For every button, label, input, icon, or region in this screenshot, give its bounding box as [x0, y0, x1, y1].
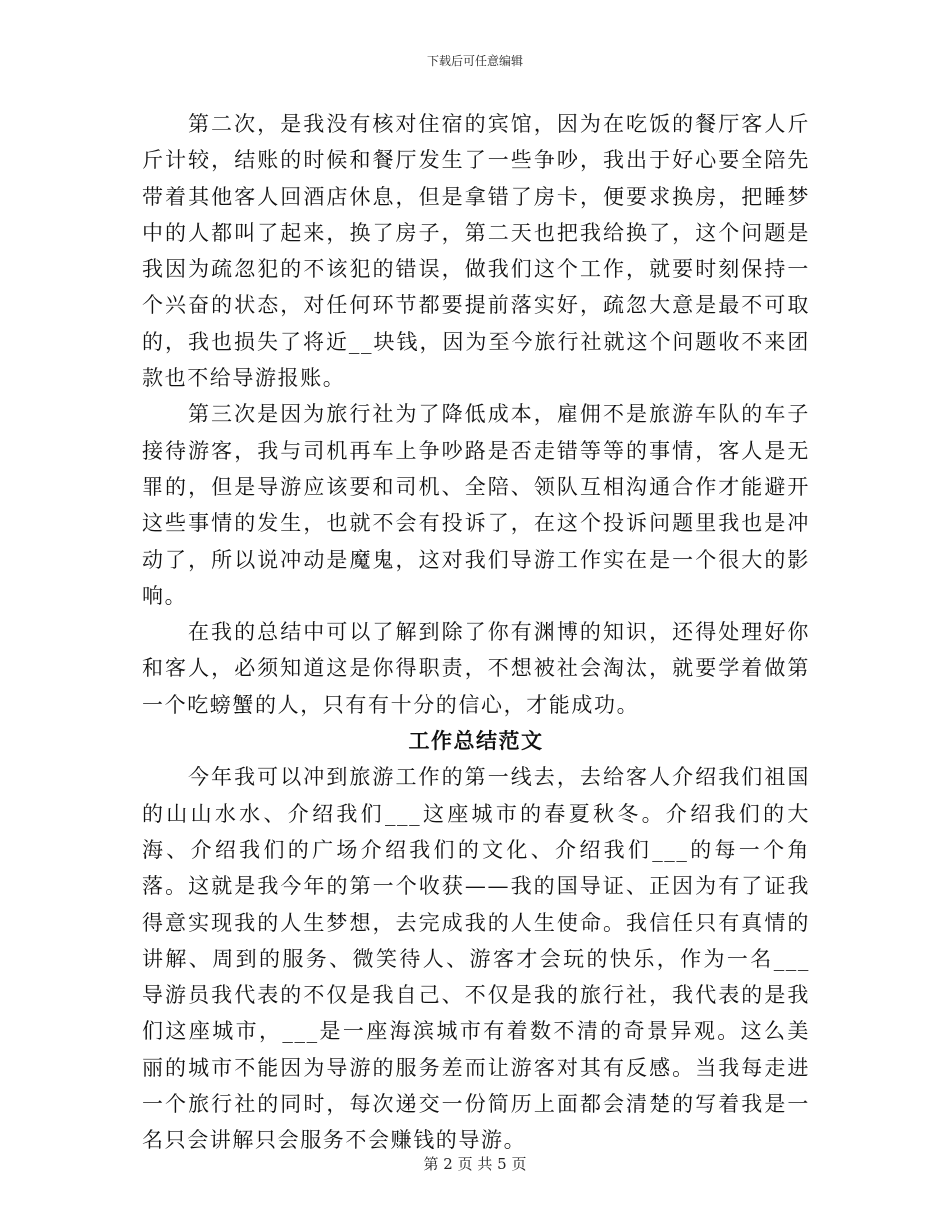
paragraph-third-incident: 第三次是因为旅行社为了降低成本，雇佣不是旅游车队的车子接待游客，我与司机再车上争吵路是否走错等等的事情，客人是无罪的，但是导游应该要和司机、全陪、领队互相沟通合作才能避开这些事情的发生，也就不会有投诉了，在这个投诉问题里我也是冲动了，所以说冲动是魔鬼，这对我们导游工作实在是一个很大的影响。 — [142, 402, 810, 608]
page-header-note: 下载后可任意编辑 — [426, 54, 523, 68]
paragraph-second-incident: 第二次，是我没有核对住宿的宾馆，因为在吃饭的餐厅客人斤斤计较，结账的时候和餐厅发生了一些争吵，我出于好心要全陪先带着其他客人回酒店休息，但是拿错了房卡，便要求换房，把睡梦中的人都叫了起来，换了房子，第二天也把我给换了，这个问题是我因为疏忽犯的不该犯的错误，做我们这个工作，就要时刻保持一个兴奋的状态，对任何环节都要提前落实好，疏忽大意是最不可取的，我也损失了将近__块钱，因为至今旅行社就这个问题收不来团款也不给导游报账。 — [142, 112, 810, 391]
page-number: 第 2 页 共 5 页 — [423, 1155, 527, 1173]
paragraph-sample-text: 今年我可以冲到旅游工作的第一线去，去给客人介绍我们祖国的山山水水、介绍我们___这座城市的春夏秋冬。介绍我们的大海、介绍我们的广场介绍我们的文化、介绍我们___的每一个角落。这就是我今年的第一个收获——我的国导证、正因为有了证我得意实现我的人生梦想，去完成我的人生使命。我信任只有真情的讲解、周到的服务、微笑待人、游客才会玩的快乐，作为一名___导游员我代表的不仅是我自己、不仅是我的旅行社，我代表的是我们这座城市，___是一座海滨城市有着数不清的奇景异观。这么美丽的城市不能因为导游的服务差而让游客对其有反感。当我每走进一个旅行社的同时，每次递交一份简历上面都会清楚的写着我是一名只会讲解只会服务不会赚钱的导游。 — [142, 765, 810, 1153]
section-title: 工作总结范文 — [408, 728, 544, 754]
paragraph-summary-conclusion: 在我的总结中可以了解到除了你有渊博的知识，还得处理好你和客人，必须知道这是你得职责，不想被社会淘汰，就要学着做第一个吃螃蟹的人，只有有十分的信心，才能成功。 — [142, 620, 810, 717]
document-body — [142, 106, 810, 1159]
